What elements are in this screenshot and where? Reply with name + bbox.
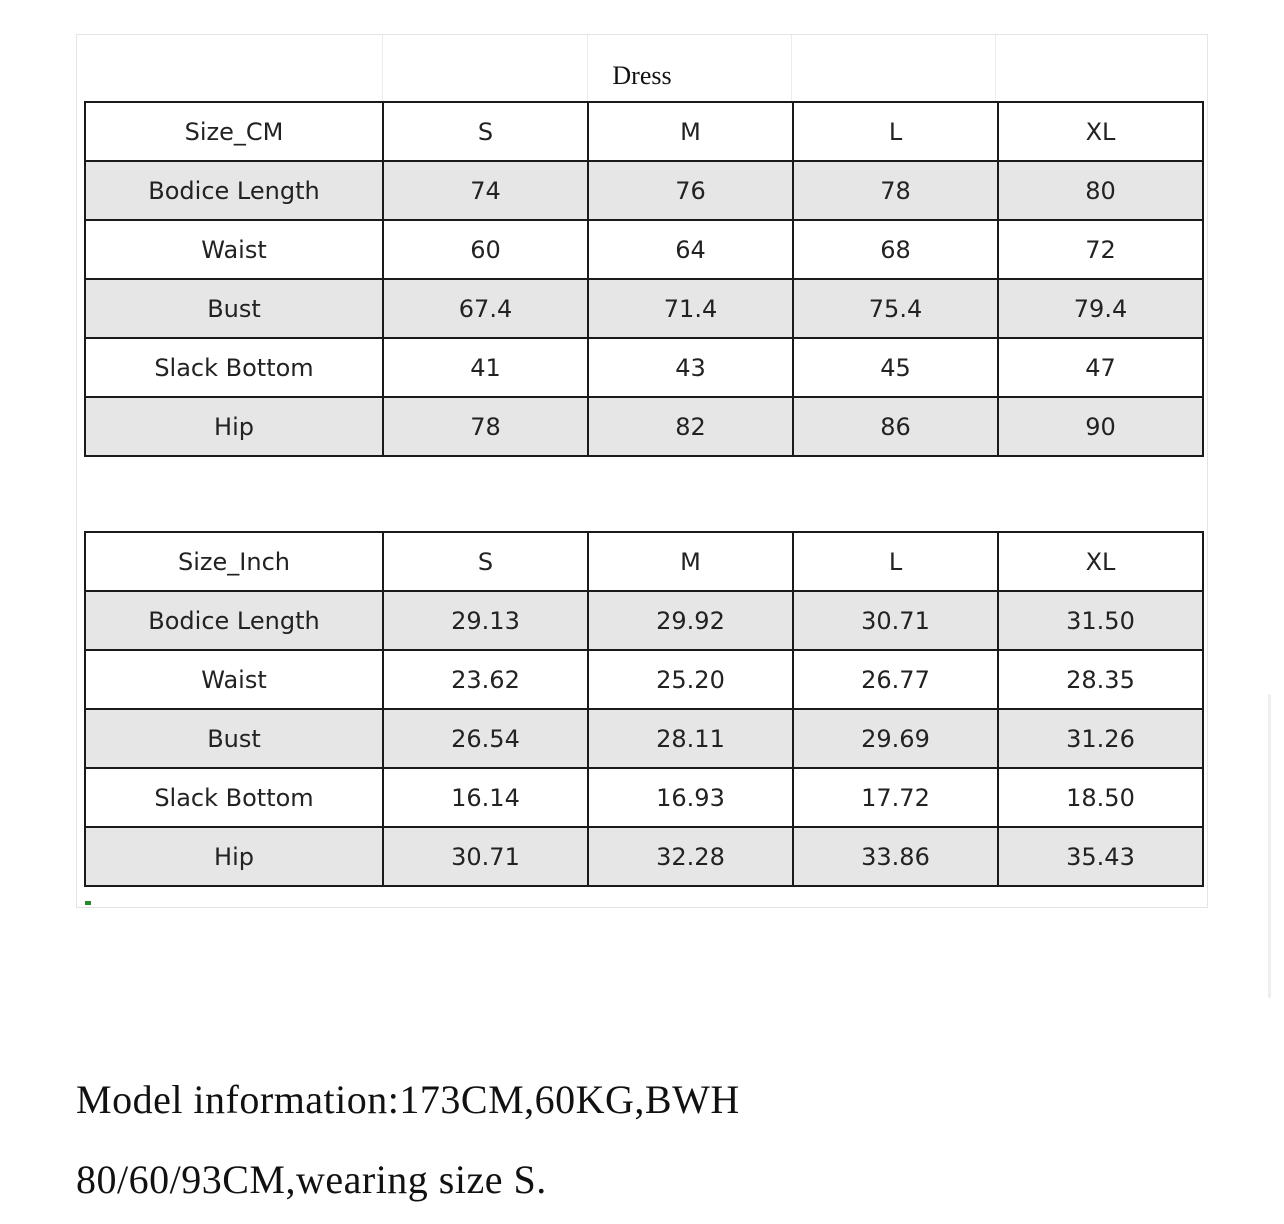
table-row	[85, 591, 1203, 650]
table-cell: 68	[793, 220, 998, 279]
row-label: Waist	[85, 650, 383, 709]
table-cell: 74	[383, 161, 588, 220]
header-cell-size: XL	[998, 532, 1203, 591]
header-cell-size-inch: Size_Inch	[85, 532, 383, 591]
table-cell: 45	[793, 338, 998, 397]
table-cell: 29.13	[383, 591, 588, 650]
model-info-line: Model information:173CM,60KG,BWH	[76, 1077, 740, 1122]
table-cell: 31.50	[998, 591, 1203, 650]
table-cell: 78	[383, 397, 588, 456]
table-cell: 26.77	[793, 650, 998, 709]
table-cell: 17.72	[793, 768, 998, 827]
row-label: Bust	[85, 279, 383, 338]
table-cell: 28.35	[998, 650, 1203, 709]
table-header-row	[85, 102, 1203, 161]
table-cell: 26.54	[383, 709, 588, 768]
table-cell: 35.43	[998, 827, 1203, 886]
header-cell-size: XL	[998, 102, 1203, 161]
row-label: Hip	[85, 827, 383, 886]
table-cell: 78	[793, 161, 998, 220]
table-cell: 47	[998, 338, 1203, 397]
table-cell: 16.14	[383, 768, 588, 827]
table-cell: 25.20	[588, 650, 793, 709]
table-cell: 82	[588, 397, 793, 456]
table-cell: 28.11	[588, 709, 793, 768]
row-label: Hip	[85, 397, 383, 456]
table-cell: 72	[998, 220, 1203, 279]
table-cell: 64	[588, 220, 793, 279]
header-cell-size-cm: Size_CM	[85, 102, 383, 161]
cell-selection-marker	[85, 901, 91, 905]
table-row	[85, 709, 1203, 768]
row-label: Waist	[85, 220, 383, 279]
row-label: Bodice Length	[85, 591, 383, 650]
chart-title: Dress	[612, 61, 672, 90]
size-table-inch	[84, 531, 1204, 887]
table-row	[85, 161, 1203, 220]
table-row	[85, 827, 1203, 886]
table-header-row	[85, 532, 1203, 591]
table-row	[85, 338, 1203, 397]
row-label: Slack Bottom	[85, 768, 383, 827]
row-label: Bust	[85, 709, 383, 768]
table-row	[85, 220, 1203, 279]
table-cell: 18.50	[998, 768, 1203, 827]
row-label: Slack Bottom	[85, 338, 383, 397]
table-cell: 79.4	[998, 279, 1203, 338]
table-cell: 29.92	[588, 591, 793, 650]
table-cell: 30.71	[793, 591, 998, 650]
size-table-cm	[84, 101, 1204, 457]
scrollbar[interactable]	[1268, 694, 1271, 998]
table-cell: 75.4	[793, 279, 998, 338]
row-label: Bodice Length	[85, 161, 383, 220]
table-cell: 31.26	[998, 709, 1203, 768]
header-cell-size: L	[793, 102, 998, 161]
header-cell-size: M	[588, 532, 793, 591]
table-cell: 30.71	[383, 827, 588, 886]
table-row	[85, 768, 1203, 827]
table-cell: 32.28	[588, 827, 793, 886]
table-cell: 23.62	[383, 650, 588, 709]
table-cell: 90	[998, 397, 1203, 456]
header-cell-size: M	[588, 102, 793, 161]
table-row	[85, 650, 1203, 709]
table-cell: 80	[998, 161, 1203, 220]
table-cell: 76	[588, 161, 793, 220]
table-row	[85, 397, 1203, 456]
table-cell: 67.4	[383, 279, 588, 338]
table-cell: 29.69	[793, 709, 998, 768]
table-cell: 41	[383, 338, 588, 397]
table-cell: 33.86	[793, 827, 998, 886]
header-cell-size: L	[793, 532, 998, 591]
size-chart-sheet	[76, 34, 1208, 908]
table-cell: 60	[383, 220, 588, 279]
header-cell-size: S	[383, 102, 588, 161]
table-cell: 86	[793, 397, 998, 456]
model-info-line: 80/60/93CM,wearing size S.	[76, 1157, 547, 1202]
model-information	[76, 1060, 1236, 1220]
table-row	[85, 279, 1203, 338]
table-cell: 71.4	[588, 279, 793, 338]
table-cell: 16.93	[588, 768, 793, 827]
header-cell-size: S	[383, 532, 588, 591]
table-cell: 43	[588, 338, 793, 397]
